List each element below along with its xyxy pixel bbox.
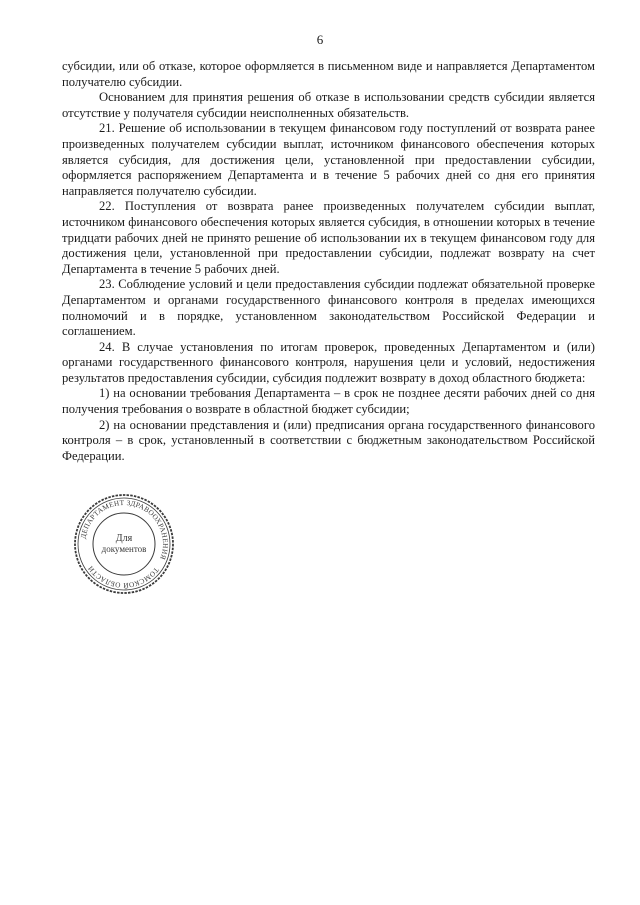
page-number: 6: [316, 32, 324, 47]
stamp-center-line2: документов: [101, 544, 147, 554]
paragraph-24-item-2: 2) на основании представления и (или) предписания органа государственного финансового контроля – в срок, установленный в соответствии с бюджетным законодательством Российской Федерации.: [62, 417, 595, 463]
paragraph-21: 21. Решение об использовании в текущем финансовом году поступлений от возврата ранее произведенных получателем субсидии выплат, источником финансового обеспечения которых является субсидия, для достижения цели, установленной при предоставлении субсидии, оформляется распоряжением Департамента и в течение 5 рабочих дней со дня его принятия направляется получателю субсидии.: [62, 121, 595, 198]
document-body: [62, 59, 595, 464]
stamp-center-line1: Для: [115, 533, 133, 544]
paragraph-24-item-1: 1) на основании требования Департамента – в срок не позднее десяти рабочих дней со дня получения требования о возврате в областной бюджет субсидии;: [62, 386, 595, 417]
paragraph-22: 22. Поступления от возврата ранее произведенных получателем субсидии выплат, источником финансового обеспечения которых является субсидия, в отношении которых в течение тридцати рабочих дней не принято решение об использовании их в текущем финансовом году для достижения цели, установленной при предоставлении субсидии, подлежат возврату на счет Департамента в течение 5 рабочих дней.: [62, 199, 595, 276]
document-stamp: [72, 492, 176, 596]
paragraph-continuation: субсидии, или об отказе, которое оформляется в письменном виде и направляется Департаментом получателю субсидии.: [62, 59, 595, 89]
stamp-ring-top: ДЕПАРТАМЕНТ ЗДРАВООХРАНЕНИЯ: [79, 498, 170, 561]
paragraph-24: 24. В случае установления по итогам проверок, проведенных Департаментом и (или) органами государственного финансового контроля, нарушения цели и условий, недостижения результатов предоставления субсидии, субсидия подлежит возврату в доход областного бюджета:: [62, 339, 595, 385]
paragraph-23: 23. Соблюдение условий и цели предоставления субсидии подлежат обязательной проверке Департаментом и органами государственного финансового контроля в пределах имеющихся полномочий и в порядке, установленном законодательством Российской Федерации и соглашением.: [62, 277, 595, 339]
paragraph-refusal-basis: Основанием для принятия решения об отказе в использовании средств субсидии является отсутствие у получателя субсидии неисполненных обязательств.: [62, 90, 595, 120]
stamp-seal-icon: [72, 492, 176, 596]
stamp-ring-bottom: ТОМСКОЙ ОБЛАСТИ: [86, 564, 161, 590]
